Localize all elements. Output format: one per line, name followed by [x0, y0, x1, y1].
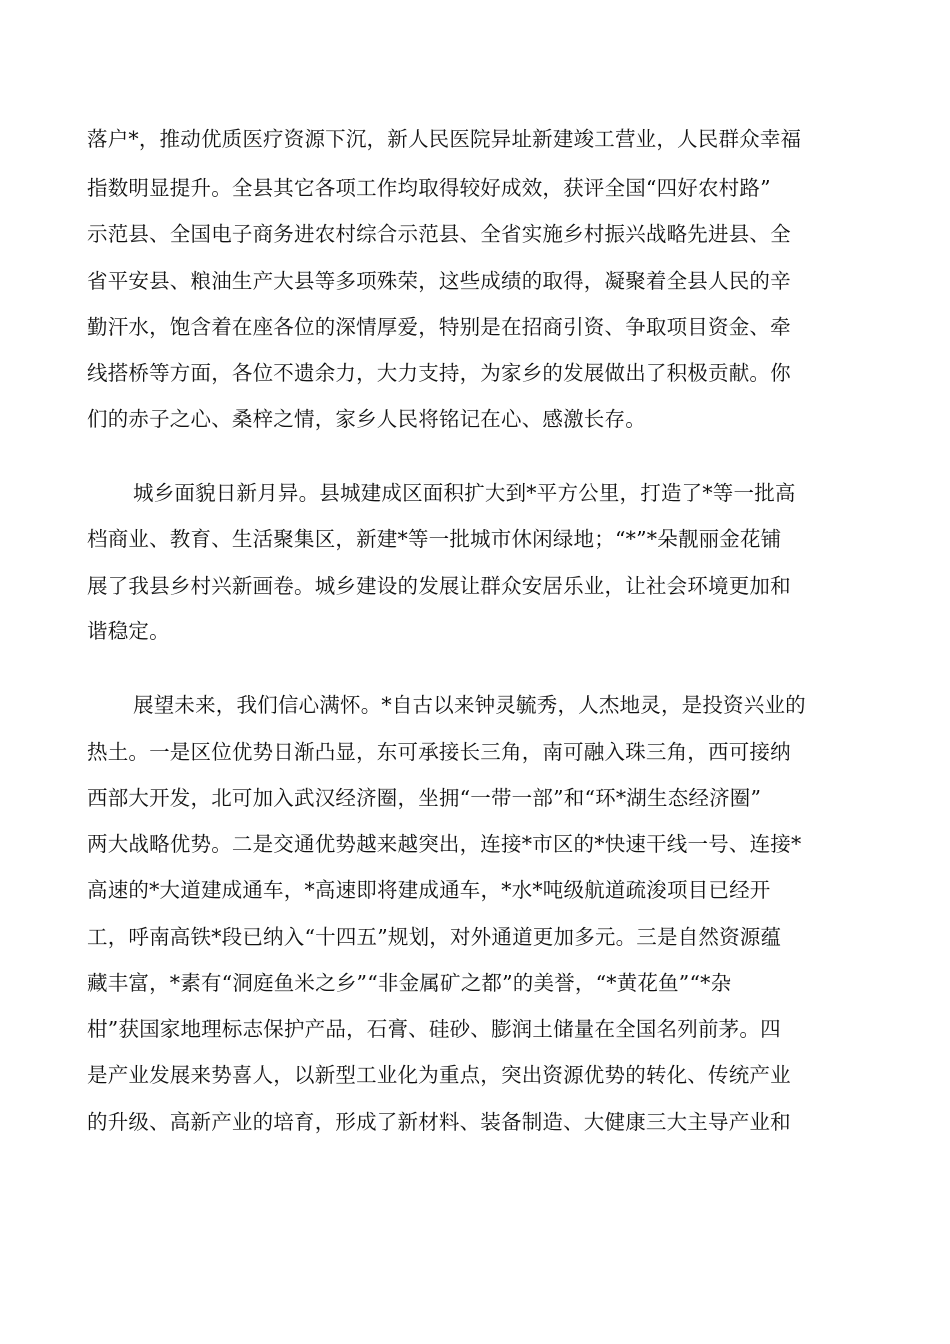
- text-line-12: 展望未来，我们信心满怀。*自古以来钟灵毓秀，人杰地灵，是投资兴业的: [133, 693, 806, 717]
- text-line-6: 线搭桥等方面，各位不遗余力，大力支持，为家乡的发展做出了积极贡献。你: [87, 361, 791, 385]
- text-line-10: 展了我县乡村兴新画卷。城乡建设的发展让群众安居乐业，让社会环境更加和: [87, 574, 791, 598]
- text-line-20: 是产业发展来势喜人，以新型工业化为重点，突出资源优势的转化、传统产业: [87, 1063, 791, 1087]
- text-line-3: 示范县、全国电子商务进农村综合示范县、全省实施乡村振兴战略先进县、全: [87, 222, 791, 246]
- text-line-11: 谐稳定。: [87, 619, 170, 643]
- text-line-4: 省平安县、粮油生产大县等多项殊荣，这些成绩的取得，凝聚着全县人民的辛: [87, 269, 791, 293]
- text-line-21: 的升级、高新产业的培育，形成了新材料、装备制造、大健康三大主导产业和: [87, 1110, 791, 1134]
- text-line-17: 工，呼南高铁*段已纳入“十四五”规划，对外通道更加多元。三是自然资源蕴: [87, 925, 782, 949]
- text-line-1: 落户*，推动优质医疗资源下沉，新人民医院异址新建竣工营业，人民群众幸福: [87, 127, 802, 151]
- text-line-2: 指数明显提升。全县其它各项工作均取得较好成效，获评全国“四好农村路”: [87, 176, 771, 200]
- text-line-8: 城乡面貌日新月异。县城建成区面积扩大到*平方公里，打造了*等一批高: [133, 481, 796, 505]
- text-line-5: 勤汗水，饱含着在座各位的深情厚爱，特别是在招商引资、争取项目资金、牵: [87, 315, 791, 339]
- text-line-15: 两大战略优势。二是交通优势越来越突出，连接*市区的*快速干线一号、连接*: [87, 832, 802, 856]
- text-line-16: 高速的*大道建成通车，*高速即将建成通车，*水*吨级航道疏浚项目已经开: [87, 878, 771, 902]
- text-line-19: 柑”获国家地理标志保护产品，石膏、硅砂、膨润土储量在全国名列前茅。四: [87, 1017, 781, 1041]
- text-line-13: 热土。一是区位优势日渐凸显，东可承接长三角，南可融入珠三角，西可接纳: [87, 740, 791, 764]
- text-line-14: 西部大开发，北可加入武汉经济圈，坐拥“一带一部”和“环*湖生态经济圈”: [87, 786, 762, 810]
- text-line-7: 们的赤子之心、桑梓之情，家乡人民将铭记在心、感激长存。: [87, 407, 646, 431]
- text-line-9: 档商业、教育、生活聚集区，新建*等一批城市休闲绿地；“*”*朵靓丽金花铺: [87, 527, 782, 551]
- text-line-18: 藏丰富，*素有“洞庭鱼米之乡”“非金属矿之都”的美誉，“*黄花鱼”“*杂: [87, 971, 732, 995]
